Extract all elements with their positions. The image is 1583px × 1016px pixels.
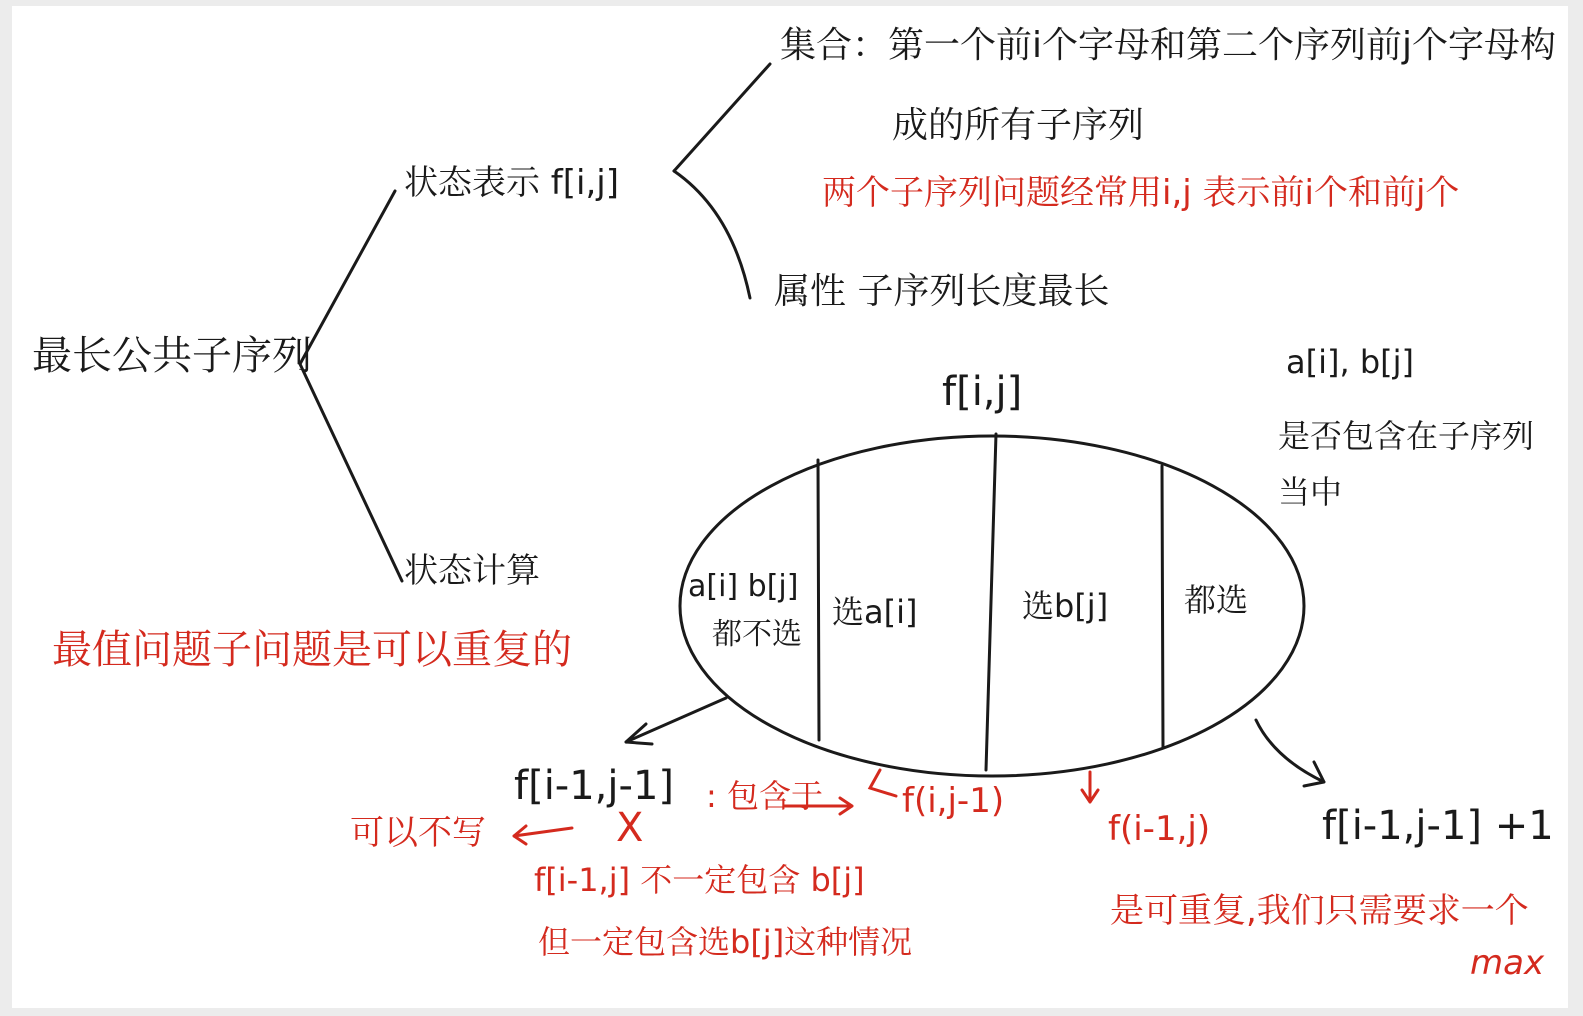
red-note-b-j-line2: 但一定包含选b[j]这种情况 — [538, 923, 913, 961]
red-note-repeatable: 是可重复,我们只需要求一个 — [1110, 891, 1529, 931]
red-note-ij-convention: 两个子序列问题经常用i,j 表示前i个和前j个 — [822, 173, 1460, 213]
arrow-to-r4 — [1256, 720, 1324, 786]
red-note-can-omit: 可以不写 — [350, 813, 486, 853]
arrow-to-r3 — [1082, 772, 1098, 802]
side-note-line3: 当中 — [1278, 473, 1343, 511]
set-definition-line1: 集合：第一个前i个字母和第二个序列前j个字母构 — [780, 25, 1557, 66]
bracket-upper — [674, 64, 770, 171]
included-in-label: : 包含于 — [706, 777, 823, 815]
result-f-i-1-j-1: f[i-1,j-1] — [514, 763, 674, 809]
branch-to-state-representation — [300, 191, 395, 364]
partition-line-1 — [818, 460, 819, 740]
partition-line-3 — [1162, 466, 1163, 748]
result-f-i-j-1: f(i,j-1) — [902, 781, 1005, 821]
attribute-label: 属性 子序列长度最长 — [774, 271, 1110, 312]
result-f-i-1-j-1-plus-1: f[i-1,j-1] +1 — [1322, 803, 1554, 849]
side-note-line1: a[i], b[j] — [1286, 343, 1414, 381]
bracket-lower — [674, 171, 750, 298]
red-note-b-j-line1: f[i-1,j] 不一定包含 b[j] — [534, 861, 865, 899]
red-note-max: max — [1470, 943, 1545, 983]
branch-to-state-computation — [300, 364, 402, 581]
side-note-line2: 是否包含在子序列 — [1278, 417, 1535, 455]
ellipse-title: f[i,j] — [942, 369, 1023, 415]
arrow-to-r1 — [626, 698, 726, 744]
partition-3-label: 选b[j] — [1022, 587, 1109, 625]
state-computation-label: 状态计算 — [404, 551, 540, 591]
state-representation-label: 状态表示 f[i,j] — [404, 163, 620, 203]
set-definition-line2: 成的所有子序列 — [892, 105, 1145, 146]
arrow-r2-hook — [870, 770, 896, 796]
red-note-max-overlap: 最值问题子问题是可以重复的 — [52, 627, 572, 673]
partition-1-line2: 都不选 — [712, 617, 802, 652]
partition-2-label: 选a[i] — [832, 593, 918, 631]
partition-1-line1: a[i] b[j] — [688, 569, 799, 604]
partition-4-label: 都选 — [1184, 581, 1249, 619]
arrow-to-note-r1 — [514, 826, 572, 844]
partition-line-2 — [986, 434, 996, 770]
root-label: 最长公共子序列 — [32, 333, 312, 379]
cross-mark: X — [616, 805, 644, 851]
result-f-i-1-j: f(i-1,j) — [1108, 809, 1211, 849]
diagram-canvas — [12, 6, 1568, 1008]
